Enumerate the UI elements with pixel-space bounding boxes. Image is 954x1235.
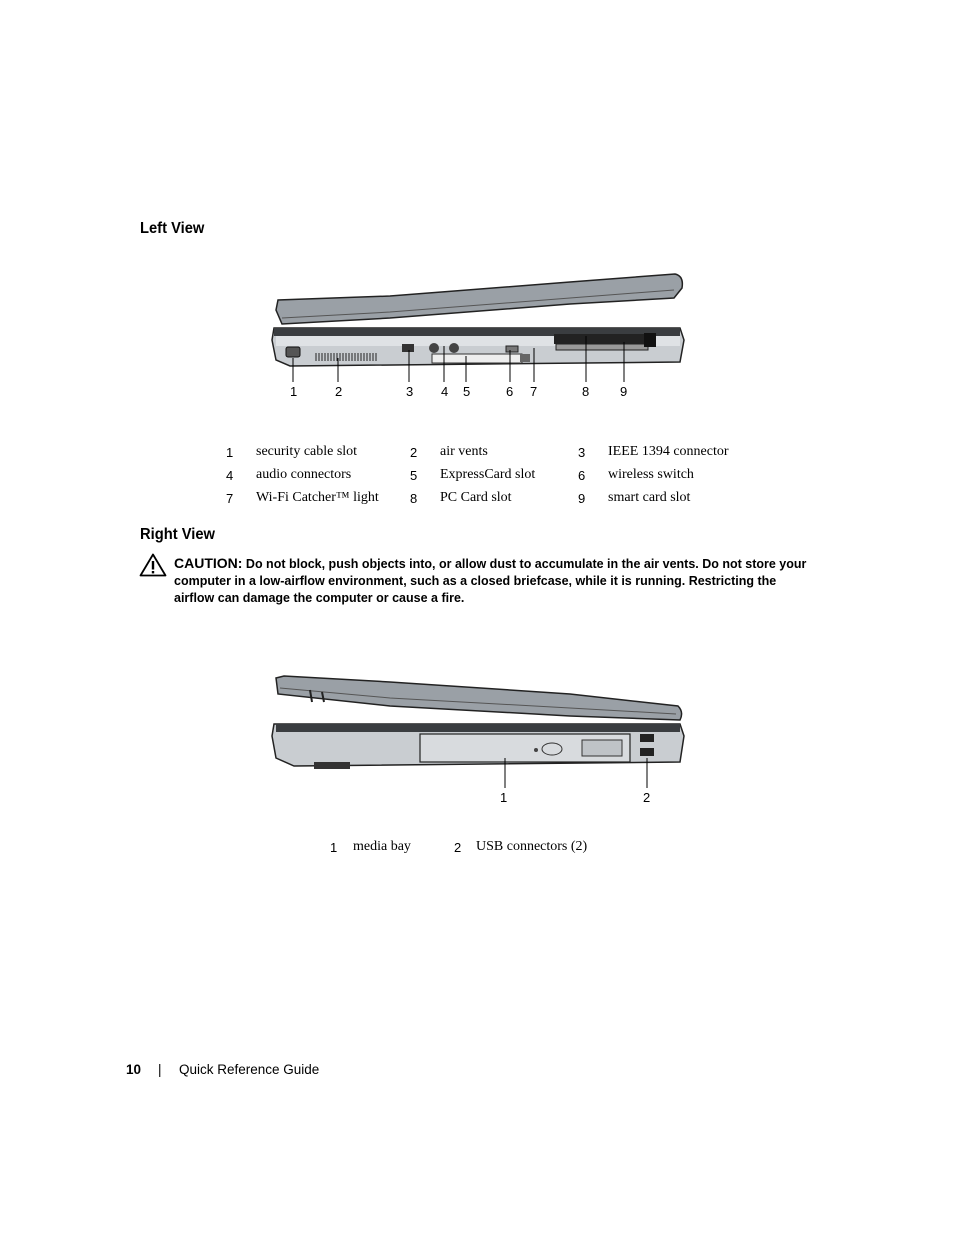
legend-label: Wi-Fi Catcher™ light [256,490,379,505]
caution-notice [174,555,814,607]
caution-triangle-icon [139,553,167,577]
legend-number: 2 [410,445,418,460]
footer-title: Quick Reference Guide [179,1062,320,1077]
callout-8: 8 [582,384,590,399]
legend-number: 1 [226,445,234,460]
legend-label: ExpressCard slot [440,467,536,482]
legend-number: 8 [410,491,418,506]
page-footer [126,1062,141,1077]
legend-number: 3 [578,445,586,460]
callout-1: 1 [500,790,508,805]
callout-6: 6 [506,384,514,399]
legend-label: USB connectors (2) [476,839,588,854]
legend-number: 2 [454,840,462,855]
callout-4: 4 [441,384,449,399]
legend-number: 5 [410,468,418,483]
legend-label: PC Card slot [440,490,512,505]
legend-label: media bay [353,839,411,854]
legend-label: security cable slot [256,444,358,459]
callout-3: 3 [406,384,414,399]
legend-label: audio connectors [256,467,352,482]
callout-1: 1 [290,384,298,399]
page-number: 10 [126,1062,142,1077]
callout-5: 5 [463,384,471,399]
footer-separator: | [158,1062,162,1077]
callout-2: 2 [643,790,651,805]
caution-label: CAUTION: [174,555,243,571]
legend-label: IEEE 1394 connector [608,444,729,459]
callout-9: 9 [620,384,628,399]
legend-label: air vents [440,444,488,459]
right-view-heading: Right View [140,526,215,543]
legend-label: wireless switch [608,467,694,482]
callout-7: 7 [530,384,538,399]
laptop-right-side-illustration [270,672,690,792]
legend-number: 9 [578,491,586,506]
laptop-left-side-illustration [270,270,690,385]
legend-label: smart card slot [608,490,691,505]
callout-2: 2 [335,384,343,399]
legend-number: 1 [330,840,338,855]
left-view-heading: Left View [140,220,205,237]
legend-number: 6 [578,468,586,483]
legend-number: 4 [226,468,234,483]
caution-text: Do not block, push objects into, or allow dust to accumulate in the air vents. Do not store your computer in a low-airflow environment, such as a closed briefcase, while it is running. Restricting the airflow can damage the computer or cause a fire. [174,557,807,605]
legend-number: 7 [226,491,234,506]
